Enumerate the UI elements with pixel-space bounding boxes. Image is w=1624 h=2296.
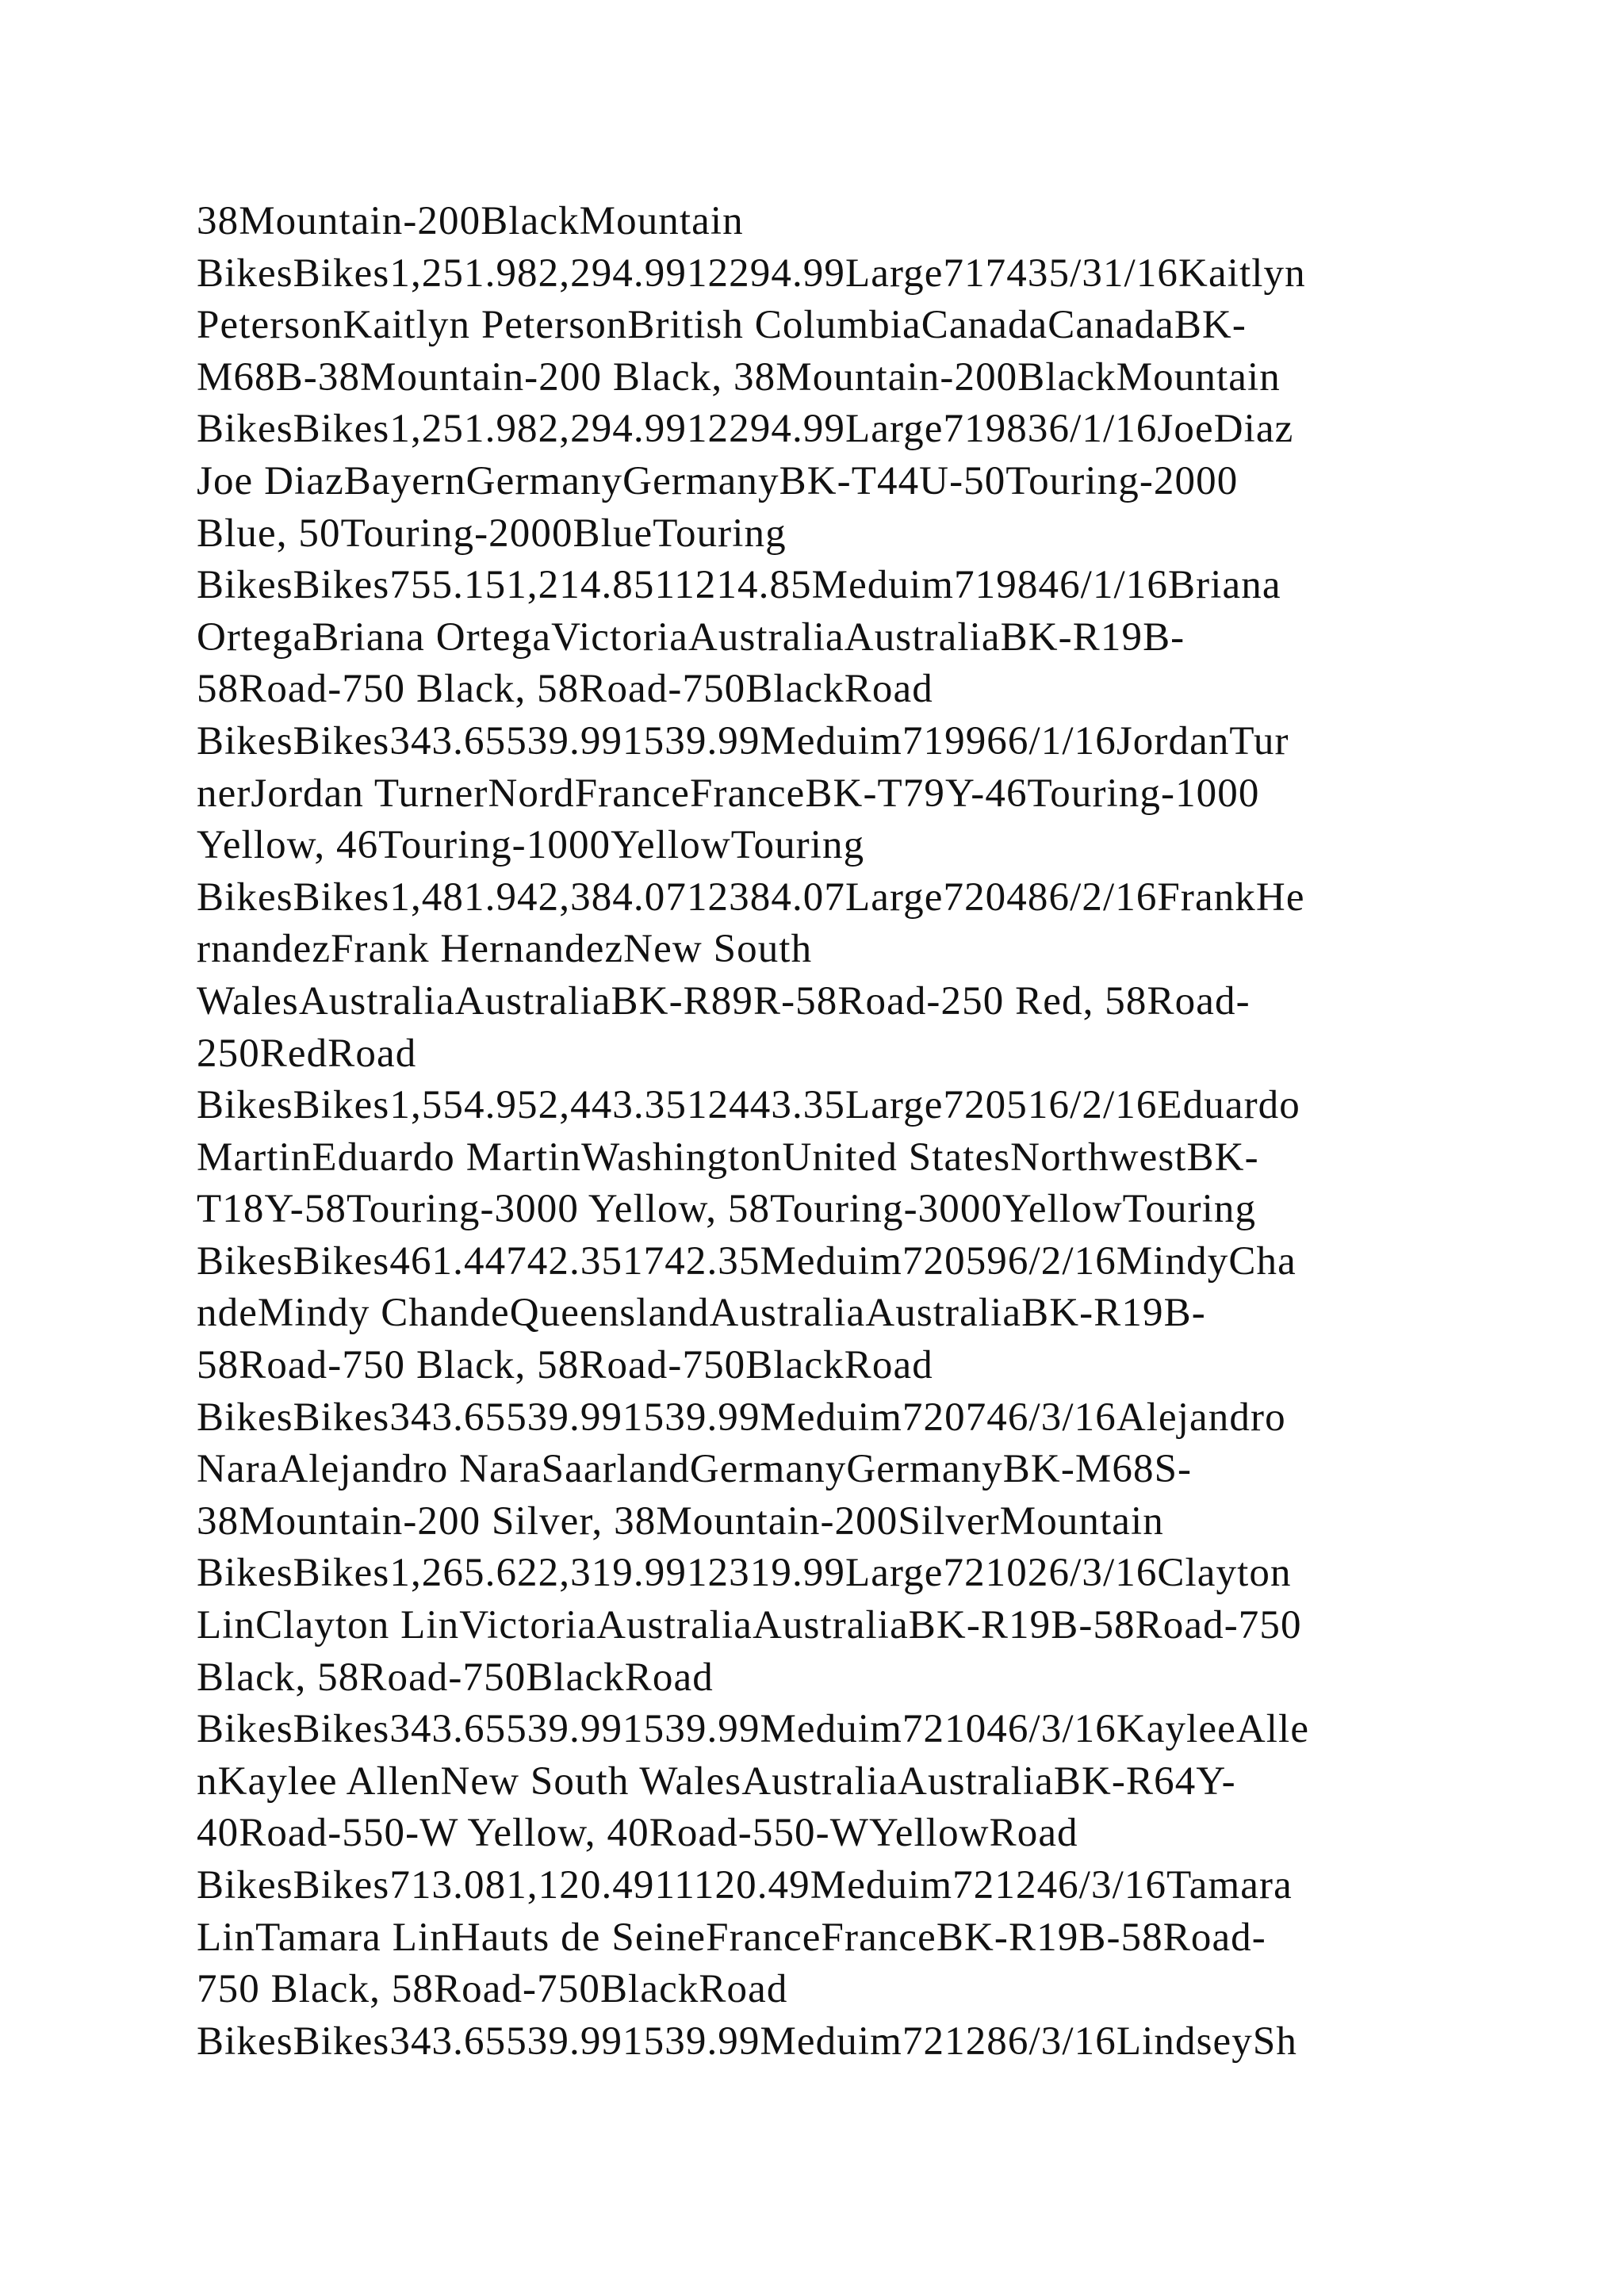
text-line: 250RedRoad bbox=[197, 1031, 417, 1076]
text-line: BikesBikes343.65539.991539.99Meduim721046/3/16KayleeAlle bbox=[197, 1707, 1310, 1752]
text-line: rnandezFrank HernandezNew South bbox=[197, 927, 813, 972]
text-line: BikesBikes713.081,120.4911120.49Meduim721246/3/16Tamara bbox=[197, 1863, 1293, 1908]
text-line: 58Road-750 Black, 58Road-750BlackRoad bbox=[197, 667, 933, 712]
text-line: nKaylee AllenNew South WalesAustraliaAustraliaBK-R64Y- bbox=[197, 1758, 1236, 1804]
text-line: 40Road-550-W Yellow, 40Road-550-WYellowRoad bbox=[197, 1811, 1078, 1856]
text-line: Joe DiazBayernGermanyGermanyBK-T44U-50Touring-2000 bbox=[197, 458, 1239, 503]
text-line: LinTamara LinHauts de SeineFranceFranceBK-R19B-58Road- bbox=[197, 1915, 1266, 1960]
text-line: ndeMindy ChandeQueenslandAustraliaAustraliaBK-R19B- bbox=[197, 1291, 1206, 1336]
text-line: BikesBikes1,481.942,384.0712384.07Large720486/2/16FrankHe bbox=[197, 874, 1305, 920]
text-line: Yellow, 46Touring-1000YellowTouring bbox=[197, 823, 865, 868]
text-line: BikesBikes343.65539.991539.99Meduim719966/1/16JordanTur bbox=[197, 718, 1289, 763]
text-line: Black, 58Road-750BlackRoad bbox=[197, 1655, 714, 1700]
text-line: M68B-38Mountain-200 Black, 38Mountain-200BlackMountain bbox=[197, 354, 1281, 400]
text-line: 750 Black, 58Road-750BlackRoad bbox=[197, 1967, 788, 2012]
text-line: 38Mountain-200BlackMountain bbox=[197, 199, 744, 243]
text-line: BikesBikes1,251.982,294.9912294.99Large719836/1/16JoeDiaz bbox=[197, 407, 1294, 452]
text-line: BikesBikes1,251.982,294.9912294.99Large717435/31/16Kaitlyn bbox=[197, 251, 1306, 296]
text-line: MartinEduardo MartinWashingtonUnited StatesNorthwestBK- bbox=[197, 1135, 1259, 1180]
text-line: WalesAustraliaAustraliaBK-R89R-58Road-250 Red, 58Road- bbox=[197, 978, 1251, 1024]
text-line: BikesBikes1,554.952,443.3512443.35Large720516/2/16Eduardo bbox=[197, 1083, 1300, 1128]
body-text bbox=[197, 196, 1497, 2068]
text-line: 58Road-750 Black, 58Road-750BlackRoad bbox=[197, 1343, 933, 1388]
text-line: NaraAlejandro NaraSaarlandGermanyGermanyBK-M68S- bbox=[197, 1447, 1193, 1492]
text-line: LinClayton LinVictoriaAustraliaAustraliaBK-R19B-58Road-750 bbox=[197, 1603, 1302, 1648]
text-line: 38Mountain-200 Silver, 38Mountain-200SilverMountain bbox=[197, 1498, 1164, 1544]
text-line: BikesBikes1,265.622,319.9912319.99Large721026/3/16Clayton bbox=[197, 1551, 1292, 1596]
text-line: BikesBikes343.65539.991539.99Meduim721286/3/16LindseySh bbox=[197, 2019, 1297, 2064]
text-line: nerJordan TurnerNordFranceFranceBK-T79Y-46Touring-1000 bbox=[197, 771, 1260, 816]
text-line: BikesBikes461.44742.351742.35Meduim720596/2/16MindyCha bbox=[197, 1238, 1297, 1284]
text-line: Blue, 50Touring-2000BlueTouring bbox=[197, 511, 787, 556]
text-line: BikesBikes343.65539.991539.99Meduim720746/3/16Alejandro bbox=[197, 1395, 1286, 1440]
text-line: PetersonKaitlyn PetersonBritish ColumbiaCanadaCanadaBK- bbox=[197, 303, 1247, 348]
text-line: OrtegaBriana OrtegaVictoriaAustraliaAustraliaBK-R19B- bbox=[197, 614, 1185, 660]
text-line: BikesBikes755.151,214.8511214.85Meduim719846/1/16Briana bbox=[197, 563, 1281, 608]
text-line: T18Y-58Touring-3000 Yellow, 58Touring-3000YellowTouring bbox=[197, 1187, 1257, 1232]
